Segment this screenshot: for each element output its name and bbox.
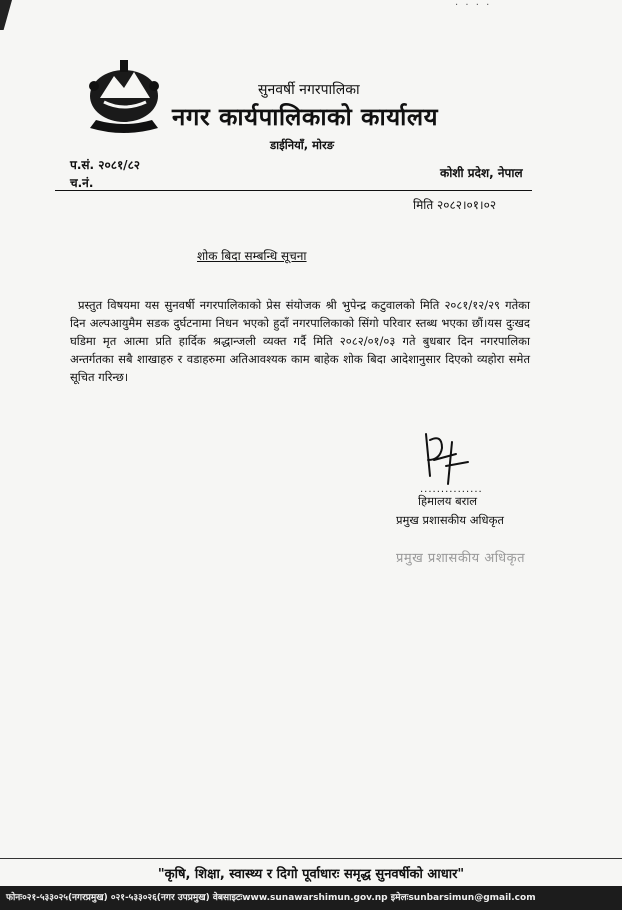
dispatch-number: च.नं.	[70, 176, 94, 190]
contact-info: फोनः०२१-५३३०२५(नगरप्रमुख) ०२१-५३३०२६(नगर उपप्रमुख) वेबसाइटःwww.sunawarshimun.gov.np इमेलःsunbarsimun@gmail.com	[6, 893, 536, 903]
notice-subject: शोक बिदा सम्बन्धि सूचना	[197, 249, 307, 263]
signatory-title: प्रमुख प्रशासकीय अधिकृत	[396, 513, 504, 527]
letter-date: मिति २०८२।०१।०२	[413, 198, 497, 212]
top-scribble: · · · ·	[455, 0, 492, 11]
header-divider	[55, 190, 532, 191]
reference-number: प.सं. २०८१/८२	[70, 158, 141, 172]
handwritten-signature	[412, 430, 476, 488]
nepal-emblem-icon	[80, 58, 168, 136]
scan-edge-mark	[0, 0, 12, 30]
footer-slogan: "कृषि, शिक्षा, स्वास्थ्य र दिगो पूर्वाधारः समृद्ध सुनवर्षीको आधार"	[157, 867, 465, 882]
footer-divider	[0, 858, 622, 859]
province-label: कोशी प्रदेश, नेपाल	[440, 166, 523, 180]
office-address: डाईनियाँ, मोरङ	[270, 138, 335, 152]
signature-line: ...............	[420, 484, 483, 495]
office-title: नगर कार्यपालिकाको कार्यालय	[172, 103, 439, 131]
official-stamp: प्रमुख प्रशासकीय अधिकृत	[396, 551, 526, 566]
municipality-name: सुनवर्षी नगरपालिका	[258, 82, 360, 98]
signatory-name: हिमालय बराल	[418, 494, 478, 508]
notice-body: प्रस्तुत विषयमा यस सुनवर्षी नगरपालिकाको प्रेस संयोजक श्री भुपेन्द्र कटुवालको मिति २०८१/१२/२९ गतेका दिन अल्पआयुमैम सडक दुर्घटनामा निधन भएको हुदाँ नगरपालिकाको सिंगो परिवार स्तब्ध भएका छौं।यस दुःखद घडिमा मृत आत्मा प्रति हार्दिक श्रद्धान्जली व्यक्त गर्दै मिति २०८२/०१/०३ गते बुधबार दिन नगरपालिका अन्तर्गतका सबै शाखाहरु र वडाहरुमा अतिआवश्यक काम बाहेक शोक बिदा आदेशानुसार दिएको व्यहोरा समेत सूचित गरिन्छ।	[70, 298, 530, 384]
